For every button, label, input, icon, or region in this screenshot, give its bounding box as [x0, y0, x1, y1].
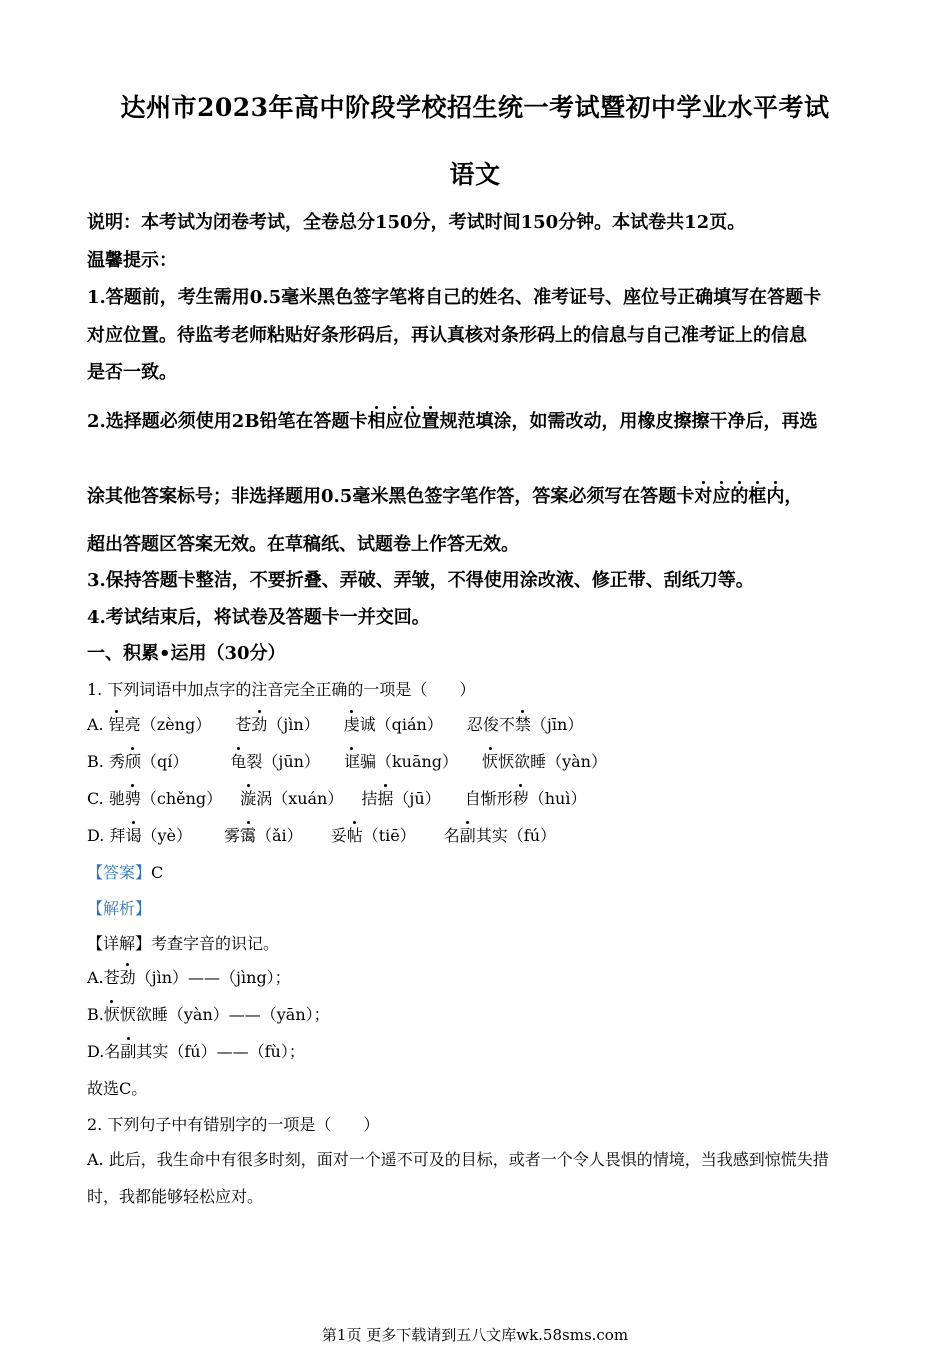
option-text: （chěng） — [140, 789, 223, 808]
dotted-char: 副 — [459, 826, 476, 845]
option-item — [235, 712, 319, 735]
option-label: D. — [87, 826, 110, 845]
option-item — [465, 786, 587, 809]
option-b — [87, 749, 867, 772]
dotted-char: 虔 — [343, 715, 360, 734]
tip-2-line-3: 超出答题区答案无效。在草稿纸、试题卷上作答无效。 — [87, 534, 519, 555]
option-text: 驰 — [108, 789, 125, 808]
correction-text: （jìn）——（jìng）； — [135, 968, 291, 987]
option-text: 名 — [443, 826, 460, 845]
text: 2.选择题必须使用2B铅笔在答题卡 — [87, 411, 368, 432]
dotted-char: 漩 — [240, 789, 257, 808]
conclusion: 故选C。 — [87, 1079, 148, 1098]
option-text: 其实（fú） — [475, 826, 557, 845]
tip-3: 3.保持答题卡整洁，不要折叠、弄破、弄皱，不得使用涂改液、修正带、刮纸刀等。 — [87, 570, 754, 591]
question-2-stem: 2. 下列句子中有错别字的一项是（ ） — [87, 1115, 380, 1134]
dotted-char: 副 — [120, 1042, 137, 1061]
correction-text: B. — [87, 1005, 104, 1024]
option-text: （jīn） — [530, 715, 584, 734]
option-item — [109, 712, 211, 735]
correction-text: D.名 — [87, 1042, 121, 1061]
option-item — [230, 749, 320, 772]
option-label: B. — [87, 752, 109, 771]
dotted-char: 霭 — [240, 826, 257, 845]
option-text: （jū） — [393, 789, 441, 808]
dotted-char: 颀 — [124, 752, 141, 771]
subject-title: 语文 — [449, 160, 501, 189]
option-text: 涡（xuán） — [256, 789, 344, 808]
dotted-char: 的 — [730, 486, 749, 507]
dotted-char: 据 — [377, 789, 394, 808]
option-text: 恹欲睡（yàn） — [498, 752, 607, 771]
option-text: 拜 — [109, 826, 126, 845]
question-1-stem: 1. 下列词语中加点字的注音完全正确的一项是（ ） — [87, 680, 476, 699]
exam-explanation: 说明：本考试为闭卷考试，全卷总分150分，考试时间150分钟。本试卷共12页。 — [87, 212, 746, 233]
correction-a — [87, 965, 867, 988]
dotted-char: 相 — [367, 411, 386, 432]
option-item — [224, 823, 303, 846]
tip-1-line-1: 1.答题前，考生需用0.5毫米黑色签字笔将自己的姓名、准考证号、座位号正确填写在答题卡 — [87, 287, 822, 308]
option-item — [344, 712, 443, 735]
dotted-char: 秽 — [512, 789, 529, 808]
option-text: 拮 — [361, 789, 378, 808]
option-text: 诚（qián） — [359, 715, 443, 734]
option-text: 苍 — [235, 715, 252, 734]
option-text: （jìn） — [267, 715, 320, 734]
analysis-tag: 【解析】 — [87, 899, 152, 918]
option-label: A. — [87, 715, 109, 734]
correction-text: A.苍 — [87, 968, 120, 987]
option-label: C. — [87, 789, 109, 808]
emphasized-text — [368, 411, 440, 432]
option-item — [467, 712, 583, 735]
option-item — [482, 749, 607, 772]
dotted-char: 对 — [694, 486, 713, 507]
dotted-char: 劲 — [119, 968, 136, 987]
option-text: （qí） — [140, 752, 189, 771]
option-text: 雾 — [223, 826, 240, 845]
dotted-char: 恹 — [103, 1005, 120, 1024]
dotted-char: 骋 — [124, 789, 141, 808]
dotted-char: 应 — [712, 486, 731, 507]
option-text: 妥 — [330, 826, 347, 845]
question-2-option-a-line-2: 时，我都能够轻松应对。 — [87, 1187, 264, 1206]
emphasized-text — [694, 486, 784, 507]
option-text: 秀 — [108, 752, 125, 771]
dotted-char: 龟 — [230, 752, 247, 771]
tip-2-line-1 — [87, 407, 867, 433]
text: 规范填涂，如需改动，用橡皮擦擦干净后，再选 — [439, 411, 818, 432]
answer-line — [87, 860, 867, 883]
option-text: 自惭形 — [464, 789, 513, 808]
tip-4: 4.考试结束后，将试卷及答题卡一并交回。 — [87, 607, 430, 628]
dotted-char: 框 — [748, 486, 767, 507]
option-item — [361, 786, 440, 809]
option-item — [109, 786, 222, 809]
option-text: （huì） — [528, 789, 587, 808]
dotted-char: 内 — [766, 486, 785, 507]
detail-line: 【详解】考查字音的识记。 — [87, 934, 280, 953]
text: 涂其他答案标号；非选择题用0.5毫米黑色签字笔作答，答案必须写在答题卡 — [87, 486, 695, 507]
dotted-char: 置 — [421, 411, 440, 432]
tip-heading: 温馨提示： — [87, 250, 177, 271]
option-text: （tiē） — [362, 826, 416, 845]
dotted-char: 劲 — [251, 715, 268, 734]
option-item — [444, 823, 556, 846]
option-text: 忍俊不 — [466, 715, 515, 734]
option-item — [109, 823, 192, 846]
section-heading: 一、积累•运用（30分） — [87, 643, 286, 664]
dotted-char: 位 — [403, 411, 422, 432]
option-a — [87, 712, 867, 735]
dotted-char: 锃 — [108, 715, 125, 734]
option-d — [87, 823, 867, 846]
option-text: （yè） — [141, 826, 192, 845]
option-text: 亮（zèng） — [124, 715, 212, 734]
text: ， — [784, 486, 803, 507]
option-text: 骗（kuāng） — [359, 752, 459, 771]
tip-2-line-2 — [87, 482, 867, 508]
dotted-char: 诓 — [343, 752, 360, 771]
option-item — [331, 823, 416, 846]
correction-text: 其实（fú）——（fù）； — [136, 1042, 305, 1061]
option-item — [109, 749, 188, 772]
option-text: 裂（jūn） — [246, 752, 320, 771]
option-c — [87, 786, 867, 809]
page-footer: 第1页 更多下载请到五八文库wk.58sms.com — [321, 1326, 629, 1344]
correction-b — [87, 1002, 867, 1025]
dotted-char: 禁 — [514, 715, 531, 734]
tip-1-line-3: 是否一致。 — [87, 362, 177, 383]
option-item — [240, 786, 343, 809]
question-2-option-a-line-1: A. 此后，我生命中有很多时刻，面对一个遥不可及的目标，或者一个令人畏惧的情境，当我感到惊慌失措 — [87, 1150, 829, 1169]
tip-1-line-2: 对应位置。待监考老师粘贴好条形码后，再认真核对条形码上的信息与自己准考证上的信息 — [87, 325, 807, 346]
answer-tag: 【答案】 — [87, 863, 152, 882]
dotted-char: 帖 — [346, 826, 363, 845]
dotted-char: 应 — [385, 411, 404, 432]
exam-title: 达州市2023年高中阶段学校招生统一考试暨初中学业水平考试 — [120, 93, 830, 122]
option-item — [344, 749, 458, 772]
correction-d — [87, 1039, 867, 1062]
option-text: （ǎi） — [256, 826, 303, 845]
correction-text: 恹欲睡（yàn）——（yān）； — [119, 1005, 330, 1024]
dotted-char: 谒 — [125, 826, 142, 845]
dotted-char: 恹 — [482, 752, 499, 771]
answer-value: C — [151, 863, 164, 882]
